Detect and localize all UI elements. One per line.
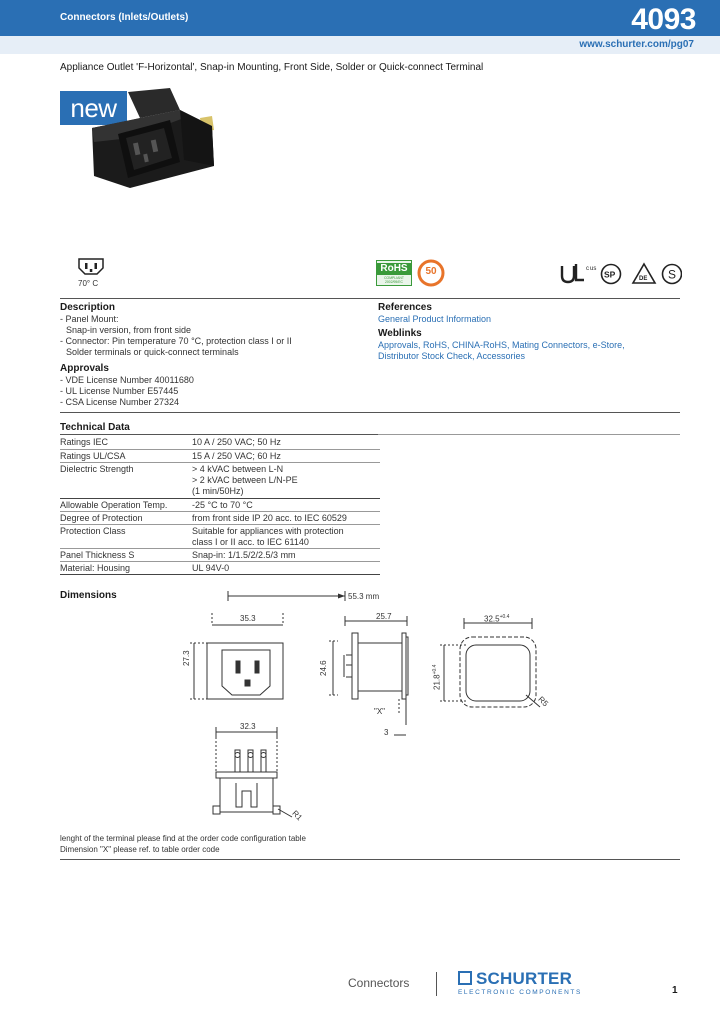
- dimension-x-note: Dimension "X" please ref. to table order code: [60, 845, 220, 854]
- header-category: Connectors (Inlets/Outlets): [60, 12, 189, 23]
- tech-separator: [60, 548, 380, 549]
- tech-separator: [60, 524, 380, 525]
- svg-text:us: us: [590, 266, 597, 272]
- rohs-label: RoHS: [377, 263, 411, 275]
- tech-label: Ratings IEC: [60, 437, 109, 447]
- description-list: [60, 314, 360, 358]
- svg-text:DE: DE: [639, 276, 648, 282]
- dim-bottom-width: 32.3: [240, 722, 256, 731]
- tech-row: [60, 451, 380, 462]
- product-number: 4093: [631, 3, 696, 36]
- page-number: 1: [672, 985, 678, 996]
- rohs-sub-label: COMPLIANT 2002/95/EC: [384, 276, 404, 284]
- approval-marks: [560, 262, 682, 286]
- description-line: Snap-in version, from front side: [66, 325, 192, 335]
- tech-value: -25 °C to 70 °C: [192, 500, 253, 510]
- description-heading: Description: [60, 302, 116, 313]
- tech-row: [60, 537, 380, 548]
- footer-section-label: Connectors: [348, 976, 410, 990]
- product-title: Appliance Outlet 'F-Horizontal', Snap-in Mounting, Front Side, Solder or Quick-connect Terminal: [60, 62, 484, 73]
- weblinks-line-2[interactable]: Distributor Stock Check, Accessories: [378, 351, 526, 361]
- dim-cutout-width-tolerance: +0.4: [499, 614, 510, 620]
- schurter-logo-text: SCHURTER: [476, 969, 573, 988]
- tech-label: Ratings UL/CSA: [60, 451, 126, 461]
- weblinks-heading: Weblinks: [378, 328, 422, 339]
- tech-separator: [60, 574, 380, 575]
- tech-separator: [60, 449, 380, 450]
- tech-row: [60, 464, 380, 475]
- technical-data-heading: Technical Data: [60, 422, 130, 433]
- tech-label: Material: Housing: [60, 563, 131, 573]
- dim-x-label: "X": [374, 707, 386, 716]
- references-heading: References: [378, 302, 432, 313]
- approval-line: - CSA License Number 27324: [60, 397, 180, 407]
- tech-separator: [60, 511, 380, 512]
- dim-side-depth: 25.7: [376, 612, 392, 621]
- tech-value: > 2 kVAC between L/N-PE: [192, 475, 298, 485]
- tech-row: [60, 563, 380, 574]
- approvals-heading: Approvals: [60, 363, 109, 374]
- tech-row: [60, 475, 380, 486]
- tech-row: [60, 513, 380, 524]
- dim-cutout-width: [484, 614, 509, 624]
- china-rohs-label: 50: [425, 266, 437, 277]
- dim-overall-length: 55.3 mm: [348, 592, 380, 601]
- csa-icon: [602, 265, 621, 284]
- schurter-logo-icon: [458, 971, 472, 985]
- tech-value: from front side IP 20 acc. to IEC 60529: [192, 513, 347, 523]
- tech-separator: [60, 462, 380, 463]
- general-product-info-link[interactable]: General Product Information: [378, 314, 492, 324]
- dim-panel-gap: 3: [384, 728, 389, 737]
- tech-value: UL 94V-0: [192, 563, 230, 573]
- vde-icon: [633, 264, 655, 283]
- svg-text:S: S: [668, 267, 677, 282]
- schurter-logo-subtitle: ELECTRONIC COMPONENTS: [458, 989, 582, 996]
- section-divider: [60, 412, 680, 413]
- tech-label: Allowable Operation Temp.: [60, 500, 168, 510]
- tech-label: Dielectric Strength: [60, 464, 134, 474]
- description-line: - Panel Mount:: [60, 314, 119, 324]
- tech-label: Degree of Protection: [60, 513, 143, 523]
- svg-text:SP: SP: [604, 269, 616, 280]
- ul-recognized-icon: [562, 264, 596, 282]
- technical-table-top-rule: [60, 434, 380, 435]
- description-line: Solder terminals or quick-connect terminals: [66, 347, 239, 357]
- tech-value: Snap-in: 1/1.5/2/2.5/3 mm: [192, 550, 296, 560]
- tech-label: Panel Thickness S: [60, 550, 135, 560]
- tech-label: Protection Class: [60, 526, 126, 536]
- dim-front-height: 27.3: [182, 650, 191, 666]
- dim-cutout-height-value: 21.8: [432, 674, 442, 690]
- dim-cutout-height-tolerance: +0.4: [432, 664, 438, 675]
- dim-cutout-height: [432, 665, 442, 690]
- tech-value: 15 A / 250 VAC; 60 Hz: [192, 451, 281, 461]
- description-line: - Connector: Pin temperature 70 °C, protection class I or II: [60, 336, 292, 346]
- product-image: [80, 88, 220, 190]
- tech-value: class I or II acc. to IEC 61140: [192, 537, 309, 547]
- approvals-list: [60, 375, 360, 408]
- approval-line: - UL License Number E57445: [60, 386, 179, 396]
- technical-table-right-rule: [378, 434, 680, 435]
- approval-line: - VDE License Number 40011680: [60, 375, 194, 385]
- rohs-badge: [376, 260, 412, 286]
- svg-text:c: c: [586, 266, 589, 272]
- tech-separator: [60, 561, 380, 562]
- tech-row: [60, 500, 380, 511]
- tech-value: (1 min/50Hz): [192, 486, 244, 496]
- dim-cutout-radius: R5: [536, 694, 550, 709]
- dimensions-heading: Dimensions: [60, 590, 117, 601]
- tech-value: > 4 kVAC between L-N: [192, 464, 284, 474]
- product-url-link[interactable]: www.schurter.com/pg07: [579, 39, 694, 50]
- dim-bottom-radius: R1: [290, 808, 304, 823]
- section-divider: [60, 298, 680, 299]
- tech-separator: [60, 498, 380, 499]
- tech-value: Suitable for appliances with protection: [192, 526, 344, 536]
- weblinks-line-1[interactable]: Approvals, RoHS, CHINA-RoHS, Mating Connectors, e-Store,: [378, 340, 625, 350]
- tech-value: 10 A / 250 VAC; 50 Hz: [192, 437, 281, 447]
- tech-row: [60, 437, 380, 448]
- dim-cutout-width-value: 32.5: [484, 614, 500, 624]
- section-divider: [60, 859, 680, 860]
- dim-front-width: 35.3: [240, 614, 256, 623]
- new-badge: new: [60, 91, 127, 125]
- tech-row: [60, 526, 380, 537]
- tech-row: [60, 486, 380, 497]
- outlet-symbol-icon: [76, 256, 106, 276]
- tech-row: [60, 550, 380, 561]
- footer-divider: [436, 972, 437, 996]
- terminal-length-note: lenght of the terminal please find at the order code configuration table: [60, 834, 306, 843]
- s-mark-icon: [663, 265, 682, 284]
- temperature-label: 70° C: [78, 279, 99, 288]
- dim-side-height: 24.6: [319, 660, 328, 676]
